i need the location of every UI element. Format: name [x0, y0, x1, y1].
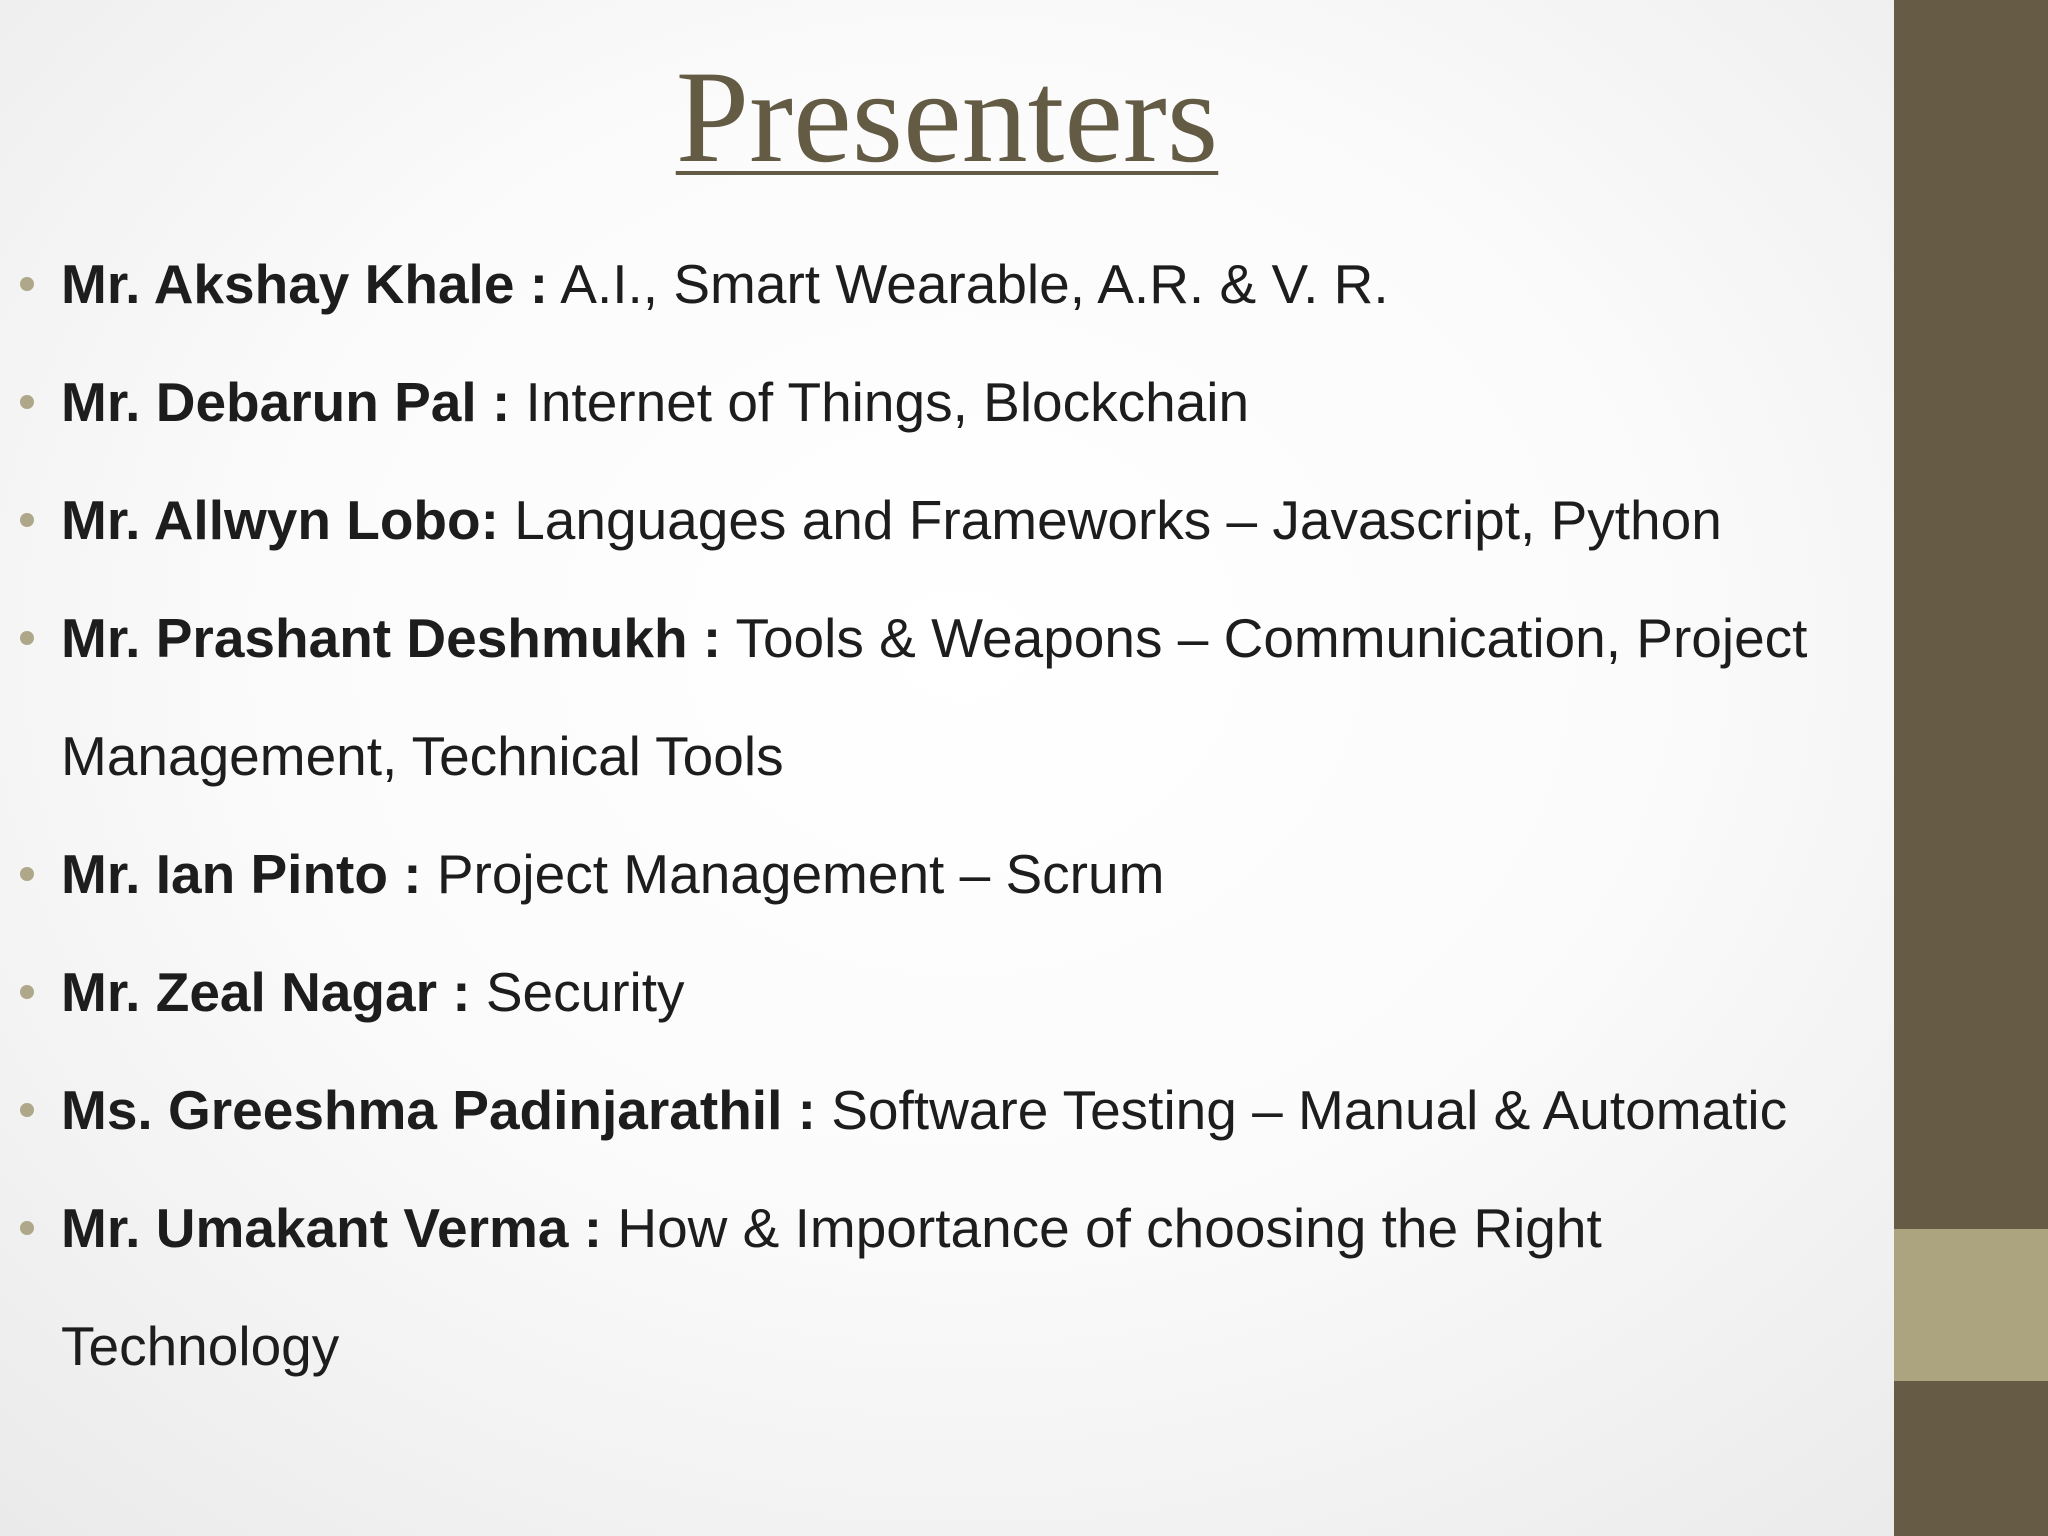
- presenter-item: [0, 1051, 1880, 1169]
- bullet-icon: [20, 277, 34, 291]
- bullet-icon: [20, 395, 34, 409]
- presenter-item: [0, 1169, 1880, 1405]
- presenter-name: Mr. Umakant Verma :: [61, 1197, 603, 1259]
- presenter-topic: Software Testing – Manual & Automatic: [815, 1079, 1788, 1141]
- presenter-name: Mr. Allwyn Lobo:: [61, 489, 499, 551]
- presenter-topic: Tools & Weapons – Communication, Project Management, Technical Tools: [61, 607, 1808, 787]
- bullet-icon: [20, 631, 34, 645]
- presenter-item: [0, 343, 1880, 461]
- presenter-topic: Internet of Things, Blockchain: [510, 371, 1250, 433]
- presenter-item: [0, 225, 1880, 343]
- presenter-name: Mr. Zeal Nagar :: [61, 961, 471, 1023]
- presenter-topic: Languages and Frameworks – Javascript, Python: [498, 489, 1722, 551]
- presenter-item: [0, 461, 1880, 579]
- bullet-icon: [20, 513, 34, 527]
- presenter-name: Ms. Greeshma Padinjarathil :: [61, 1079, 816, 1141]
- presenter-item: [0, 933, 1880, 1051]
- slide-title: Presenters: [675, 43, 1219, 190]
- presenter-topic: How & Importance of choosing the Right Technology: [61, 1197, 1602, 1377]
- bullet-icon: [20, 985, 34, 999]
- presenter-list: [0, 225, 1880, 1405]
- bullet-icon: [20, 1221, 34, 1235]
- presenter-item: [0, 815, 1880, 933]
- presenter-topic: Project Management – Scrum: [421, 843, 1165, 905]
- bullet-icon: [20, 867, 34, 881]
- presenter-name: Mr. Ian Pinto :: [61, 843, 422, 905]
- bullet-icon: [20, 1103, 34, 1117]
- presenter-topic: A.I., Smart Wearable, A.R. & V. R.: [548, 253, 1389, 315]
- presenter-topic: Security: [470, 961, 685, 1023]
- side-accent-bar: [1894, 1229, 2048, 1381]
- presenter-name: Mr. Prashant Deshmukh :: [61, 607, 722, 669]
- presenter-name: Mr. Akshay Khale :: [61, 253, 549, 315]
- presenter-name: Mr. Debarun Pal :: [61, 371, 511, 433]
- presenter-item: [0, 579, 1880, 815]
